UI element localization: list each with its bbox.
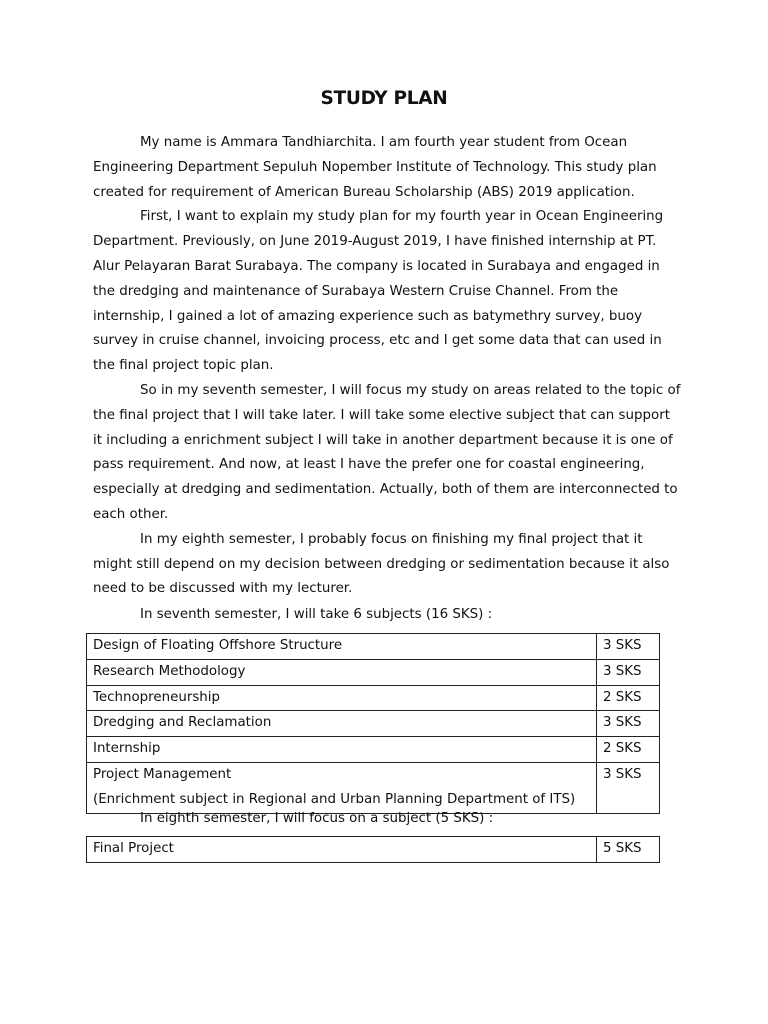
table-row: [87, 634, 660, 660]
subject-cell: Internship: [87, 737, 597, 763]
subject-cell: Final Project: [87, 837, 597, 863]
table-row: [87, 659, 660, 685]
subject-name: Project Management: [93, 766, 232, 782]
credits-cell: 3 SKS: [597, 659, 660, 685]
body-text: [93, 131, 683, 602]
subject-cell: Dredging and Reclamation: [87, 711, 597, 737]
paragraph-seventh-semester: So in my seventh semester, I will focus my study on areas related to the topic of the final project that I will take later. I will take some elective subject that can support it including a enrichment subject I will take in another department because it is one of pass requirement. And now, at least I have the prefer one for coastal engineering, especially at dredging and sedimentation. Actually, both of them are interconnected to each other.: [93, 382, 681, 522]
table-row: [87, 737, 660, 763]
paragraph-eighth-semester: In my eighth semester, I probably focus on finishing my final project that it might still depend on my decision between dredging or sedimentation because it also need to be discussed with my lecturer.: [93, 531, 670, 597]
eighth-semester-intro: In eighth semester, I will focus on a subject (5 SKS) :: [140, 811, 494, 826]
paragraph-internship: First, I want to explain my study plan for my fourth year in Ocean Engineering Department. Previously, on June 2019-August 2019, I have finished internship at PT. Alur Pelayaran Barat Surabaya. The company is located in Surabaya and engaged in the dredging and maintenance of Surabaya Western Cruise Channel. From the internship, I gained a lot of amazing experience such as batymethry survey, buoy survey in cruise channel, invoicing process, etc and I get some data that can used in the final project topic plan.: [93, 209, 664, 374]
table-row: [87, 837, 660, 863]
document-title: STUDY PLAN: [320, 88, 448, 109]
credits-cell: 3 SKS: [597, 762, 660, 813]
eighth-semester-table: [86, 836, 660, 863]
credits-cell: 5 SKS: [597, 837, 660, 863]
paragraph-intro: My name is Ammara Tandhiarchita. I am fourth year student from Ocean Engineering Department Sepuluh Nopember Institute of Technology. This study plan created for requirement of American Bureau Scholarship (ABS) 2019 application.: [93, 135, 657, 200]
credits-cell: 3 SKS: [597, 711, 660, 737]
credits-cell: 2 SKS: [597, 737, 660, 763]
table-row: [87, 685, 660, 711]
seventh-semester-intro: In seventh semester, I will take 6 subjects (16 SKS) :: [140, 607, 493, 622]
subject-cell: Technopreneurship: [87, 685, 597, 711]
subject-note: (Enrichment subject in Regional and Urban Planning Department of ITS): [93, 791, 576, 807]
table-row: [87, 762, 660, 813]
subject-cell: [87, 762, 597, 813]
subject-cell: Design of Floating Offshore Structure: [87, 634, 597, 660]
credits-cell: 3 SKS: [597, 634, 660, 660]
subject-cell: Research Methodology: [87, 659, 597, 685]
table-row: [87, 711, 660, 737]
credits-cell: 2 SKS: [597, 685, 660, 711]
seventh-semester-table: [86, 633, 660, 814]
